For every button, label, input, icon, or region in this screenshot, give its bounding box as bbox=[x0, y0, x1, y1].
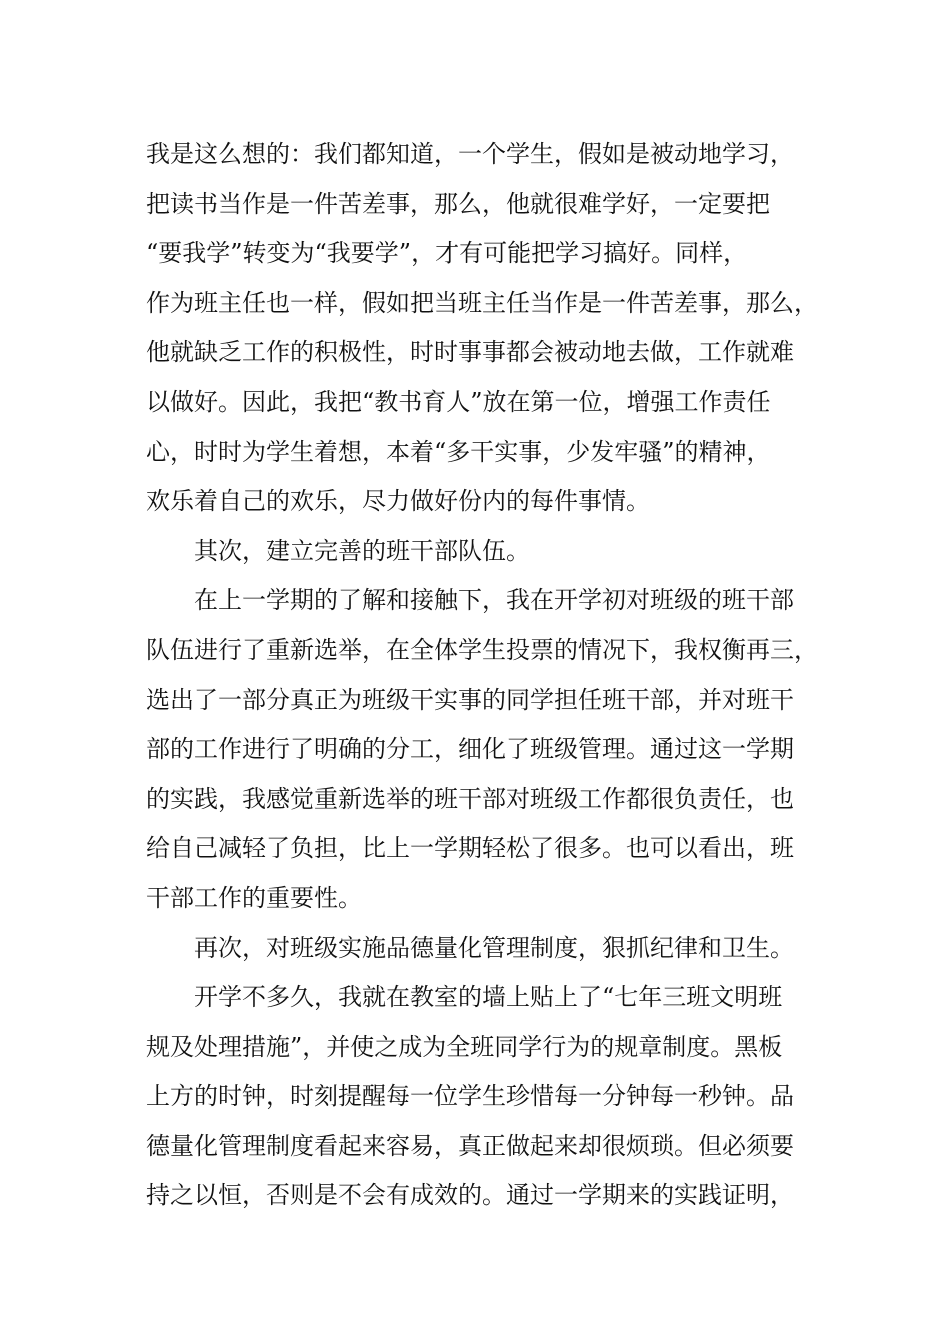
text-line: 在上一学期的了解和接触下，我在开学初对班级的班干部 bbox=[194, 586, 794, 615]
text-line: 给自己减轻了负担，比上一学期轻松了很多。也可以看出，班 bbox=[146, 834, 794, 863]
text-line: 队伍进行了重新选举，在全体学生投票的情况下，我权衡再三， bbox=[146, 635, 818, 664]
text-line: 上方的时钟，时刻提醒每一位学生珍惜每一分钟每一秒钟。品 bbox=[146, 1082, 794, 1111]
text-line: 他就缺乏工作的积极性，时时事事都会被动地去做，工作就难 bbox=[146, 338, 794, 367]
text-line: 部的工作进行了明确的分工，细化了班级管理。通过这一学期 bbox=[146, 735, 794, 764]
text-line: 我是这么想的：我们都知道，一个学生，假如是被动地学习， bbox=[146, 140, 794, 168]
text-line: 德量化管理制度看起来容易，真正做起来却很烦琐。但必须要 bbox=[146, 1131, 794, 1160]
section-heading-3: 再次，对班级实施品德量化管理制度，狠抓纪律和卫生。 bbox=[194, 933, 794, 962]
paragraph-3 bbox=[146, 973, 826, 1221]
text-line: 持之以恒，否则是不会有成效的。通过一学期来的实践证明， bbox=[146, 1181, 794, 1210]
text-line: 选出了一部分真正为班级干实事的同学担任班干部，并对班干 bbox=[146, 685, 794, 714]
text-line: 开学不多久，我就在教室的墙上贴上了“七年三班文明班 bbox=[194, 983, 783, 1012]
text-line: 欢乐着自己的欢乐，尽力做好份内的每件事情。 bbox=[146, 487, 650, 516]
text-line: 作为班主任也一样，假如把当班主任当作是一件苦差事，那么， bbox=[146, 288, 818, 317]
document-body bbox=[146, 130, 826, 1221]
text-line: 干部工作的重要性。 bbox=[146, 883, 362, 912]
paragraph-2 bbox=[146, 576, 826, 923]
text-line: 的实践，我感觉重新选举的班干部对班级工作都很负责任，也 bbox=[146, 784, 794, 813]
text-line: 以做好。因此，我把“教书育人”放在第一位，增强工作责任 bbox=[146, 387, 771, 416]
paragraph-1 bbox=[146, 130, 826, 527]
section-heading-2: 其次，建立完善的班干部队伍。 bbox=[194, 536, 530, 565]
text-line: 心，时时为学生着想，本着“多干实事，少发牢骚”的精神， bbox=[146, 437, 771, 466]
text-line: “要我学”转变为“我要学”，才有可能把学习搞好。同样， bbox=[146, 239, 748, 268]
text-line: 规及处理措施”，并使之成为全班同学行为的规章制度。黑板 bbox=[146, 1032, 783, 1061]
text-line: 把读书当作是一件苦差事，那么，他就很难学好，一定要把 bbox=[146, 189, 770, 218]
